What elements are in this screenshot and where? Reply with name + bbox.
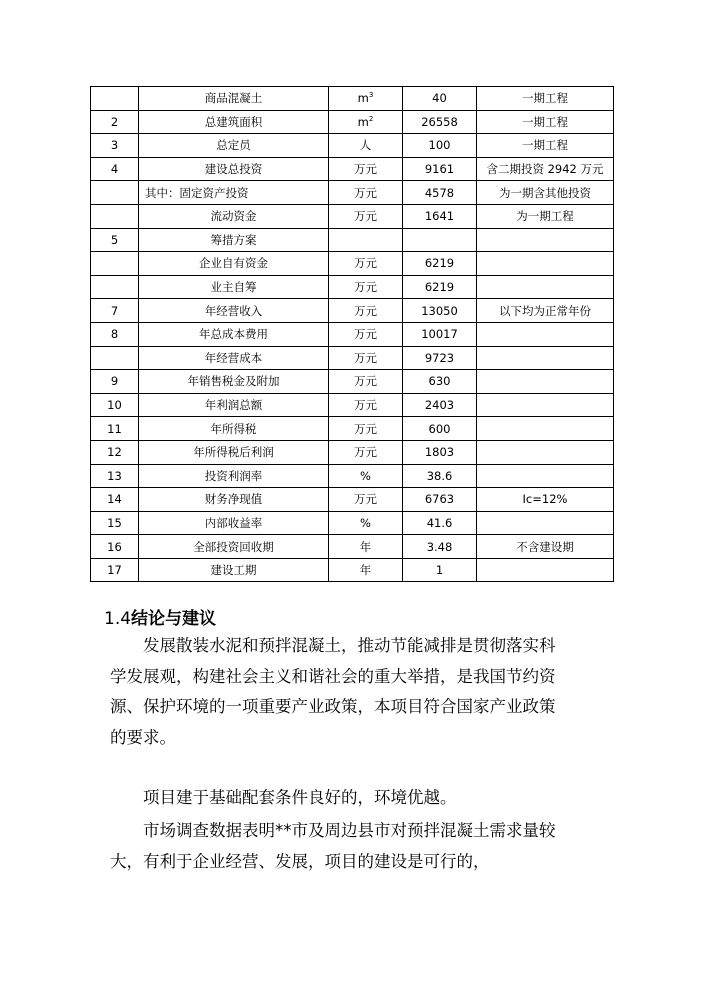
value-cell: 4578 bbox=[403, 181, 477, 205]
unit-cell bbox=[329, 393, 403, 417]
unit-base: 万元 bbox=[354, 256, 377, 271]
unit-base: 万元 bbox=[354, 421, 377, 436]
item-name-cell: 总建筑面积 bbox=[139, 110, 329, 134]
table-row bbox=[91, 228, 614, 252]
value-cell: 10017 bbox=[403, 322, 477, 346]
unit-cell bbox=[329, 252, 403, 276]
unit-cell bbox=[329, 134, 403, 158]
unit-base: % bbox=[360, 468, 371, 483]
table-row bbox=[91, 370, 614, 394]
note-cell bbox=[477, 417, 614, 441]
note-cell bbox=[477, 370, 614, 394]
unit-cell bbox=[329, 440, 403, 464]
item-name-cell: 内部收益率 bbox=[139, 511, 329, 535]
table-row bbox=[91, 417, 614, 441]
unit-cell bbox=[329, 464, 403, 488]
item-name-cell: 年销售税金及附加 bbox=[139, 370, 329, 394]
item-name-cell: 财务净现值 bbox=[139, 488, 329, 512]
row-number-cell bbox=[91, 181, 139, 205]
unit-base: 万元 bbox=[354, 280, 377, 295]
value-cell: 38.6 bbox=[403, 464, 477, 488]
item-name-cell: 年利润总额 bbox=[139, 393, 329, 417]
value-cell: 26558 bbox=[403, 110, 477, 134]
value-cell: 13050 bbox=[403, 299, 477, 323]
paragraph-line: 市场调查数据表明**市及周边县市对预拌混凝土需求量较 bbox=[143, 821, 556, 840]
note-cell bbox=[477, 322, 614, 346]
paragraph-line: 大，有利于企业经营、发展，项目的建设是可行的， bbox=[110, 851, 490, 871]
paragraph-line: 的要求。 bbox=[110, 727, 176, 747]
unit-base: % bbox=[360, 515, 371, 530]
project-indicator-table bbox=[90, 86, 614, 582]
paragraph-line: 学发展观，构建社会主义和谐社会的重大举措，是我国节约资 bbox=[110, 666, 556, 686]
unit-base: 万元 bbox=[354, 185, 377, 200]
unit-cell bbox=[329, 322, 403, 346]
row-number-cell: 14 bbox=[91, 488, 139, 512]
unit-base: 万元 bbox=[354, 374, 377, 389]
section-title: 结论与建议 bbox=[131, 609, 217, 629]
note-cell bbox=[477, 275, 614, 299]
value-cell: 6219 bbox=[403, 275, 477, 299]
note-cell: Ic=12% bbox=[477, 488, 614, 512]
item-name-cell: 年所得税后利润 bbox=[139, 440, 329, 464]
item-name-cell: 投资利润率 bbox=[139, 464, 329, 488]
note-cell bbox=[477, 228, 614, 252]
item-name-cell: 商品混凝土 bbox=[139, 87, 329, 111]
table-row bbox=[91, 87, 614, 111]
section-heading bbox=[104, 604, 216, 629]
value-cell: 9723 bbox=[403, 346, 477, 370]
note-cell: 为一期含其他投资 bbox=[477, 181, 614, 205]
unit-cell bbox=[329, 346, 403, 370]
note-cell: 一期工程 bbox=[477, 110, 614, 134]
paragraph-conditions bbox=[110, 783, 610, 814]
unit-cell bbox=[329, 87, 403, 111]
row-number-cell: 12 bbox=[91, 440, 139, 464]
unit-cell bbox=[329, 299, 403, 323]
value-cell: 600 bbox=[403, 417, 477, 441]
unit-cell bbox=[329, 511, 403, 535]
item-name-cell: 年总成本费用 bbox=[139, 322, 329, 346]
row-number-cell bbox=[91, 252, 139, 276]
unit-superscript: 2 bbox=[368, 115, 374, 124]
row-number-cell bbox=[91, 275, 139, 299]
item-name-cell: 流动资金 bbox=[139, 204, 329, 228]
unit-base: 万元 bbox=[354, 398, 377, 413]
unit-cell bbox=[329, 558, 403, 582]
unit-base: 万元 bbox=[354, 209, 377, 224]
value-cell: 1641 bbox=[403, 204, 477, 228]
table-row bbox=[91, 393, 614, 417]
unit-base: 万元 bbox=[354, 162, 377, 177]
paragraph-line: 发展散装水泥和预拌混凝土，推动节能减排是贯彻落实科 bbox=[143, 636, 556, 655]
item-name-cell: 企业自有资金 bbox=[139, 252, 329, 276]
item-name-cell: 年经营成本 bbox=[139, 346, 329, 370]
value-cell: 6219 bbox=[403, 252, 477, 276]
unit-base: 人 bbox=[359, 138, 372, 153]
row-number-cell: 11 bbox=[91, 417, 139, 441]
unit-cell bbox=[329, 157, 403, 181]
note-cell bbox=[477, 346, 614, 370]
note-cell bbox=[477, 558, 614, 582]
note-cell bbox=[477, 440, 614, 464]
note-cell: 为一期工程 bbox=[477, 204, 614, 228]
note-cell: 一期工程 bbox=[477, 134, 614, 158]
row-number-cell: 5 bbox=[91, 228, 139, 252]
table-body bbox=[91, 87, 614, 582]
row-number-cell: 16 bbox=[91, 535, 139, 559]
unit-superscript: 3 bbox=[368, 91, 374, 100]
paragraph-line: 源、保护环境的一项重要产业政策，本项目符合国家产业政策 bbox=[110, 697, 556, 716]
value-cell: 1803 bbox=[403, 440, 477, 464]
table-row bbox=[91, 535, 614, 559]
unit-cell bbox=[329, 228, 403, 252]
unit-cell bbox=[329, 488, 403, 512]
table-row bbox=[91, 275, 614, 299]
note-cell bbox=[477, 393, 614, 417]
row-number-cell bbox=[91, 204, 139, 228]
value-cell: 630 bbox=[403, 370, 477, 394]
table-row bbox=[91, 488, 614, 512]
table-row bbox=[91, 204, 614, 228]
item-name-cell: 建设工期 bbox=[139, 558, 329, 582]
table-row bbox=[91, 511, 614, 535]
unit-cell bbox=[329, 417, 403, 441]
row-number-cell: 2 bbox=[91, 110, 139, 134]
unit-cell bbox=[329, 204, 403, 228]
item-name-cell: 年经营收入 bbox=[139, 299, 329, 323]
row-number-cell: 9 bbox=[91, 370, 139, 394]
row-number-cell: 13 bbox=[91, 464, 139, 488]
note-cell bbox=[477, 464, 614, 488]
table-row bbox=[91, 464, 614, 488]
table-row bbox=[91, 252, 614, 276]
row-number-cell bbox=[91, 346, 139, 370]
table-row bbox=[91, 181, 614, 205]
row-number-cell: 15 bbox=[91, 511, 139, 535]
item-name-cell: 年所得税 bbox=[139, 417, 329, 441]
unit-base: 万元 bbox=[354, 303, 377, 318]
table-row bbox=[91, 346, 614, 370]
note-cell: 一期工程 bbox=[477, 87, 614, 111]
unit-cell bbox=[329, 370, 403, 394]
table-row bbox=[91, 157, 614, 181]
note-cell bbox=[477, 511, 614, 535]
row-number-cell: 7 bbox=[91, 299, 139, 323]
unit-base: 万元 bbox=[354, 492, 377, 507]
item-name-cell: 总定员 bbox=[139, 134, 329, 158]
row-number-cell bbox=[91, 87, 139, 111]
unit-cell bbox=[329, 275, 403, 299]
unit-base: m bbox=[357, 114, 369, 129]
table-row bbox=[91, 322, 614, 346]
item-name-cell: 全部投资回收期 bbox=[139, 535, 329, 559]
row-number-cell: 8 bbox=[91, 322, 139, 346]
unit-base: 万元 bbox=[354, 350, 377, 365]
note-cell: 以下均为正常年份 bbox=[477, 299, 614, 323]
row-number-cell: 17 bbox=[91, 558, 139, 582]
table-row bbox=[91, 299, 614, 323]
value-cell: 100 bbox=[403, 134, 477, 158]
item-name-cell: 业主自筹 bbox=[139, 275, 329, 299]
unit-base: 年 bbox=[359, 539, 372, 554]
item-name-cell: 筹措方案 bbox=[139, 228, 329, 252]
note-cell: 含二期投资 2942 万元 bbox=[477, 157, 614, 181]
row-number-cell: 3 bbox=[91, 134, 139, 158]
table-row bbox=[91, 110, 614, 134]
unit-cell bbox=[329, 110, 403, 134]
unit-base: 万元 bbox=[354, 327, 377, 342]
value-cell: 1 bbox=[403, 558, 477, 582]
paragraph-market bbox=[110, 816, 610, 877]
unit-base: m bbox=[357, 91, 369, 106]
table-row bbox=[91, 134, 614, 158]
value-cell: 41.6 bbox=[403, 511, 477, 535]
value-cell: 6763 bbox=[403, 488, 477, 512]
value-cell: 40 bbox=[403, 87, 477, 111]
note-cell bbox=[477, 252, 614, 276]
row-number-cell: 4 bbox=[91, 157, 139, 181]
value-cell: 2403 bbox=[403, 393, 477, 417]
value-cell: 9161 bbox=[403, 157, 477, 181]
note-cell: 不含建设期 bbox=[477, 535, 614, 559]
value-cell bbox=[403, 228, 477, 252]
unit-cell bbox=[329, 535, 403, 559]
table-row bbox=[91, 558, 614, 582]
item-name-cell: 其中：固定资产投资 bbox=[139, 181, 329, 205]
unit-cell bbox=[329, 181, 403, 205]
row-number-cell: 10 bbox=[91, 393, 139, 417]
unit-base: 万元 bbox=[354, 445, 377, 460]
value-cell: 3.48 bbox=[403, 535, 477, 559]
paragraph-line: 项目建于基础配套条件良好的，环境优越。 bbox=[143, 788, 457, 807]
unit-base: 年 bbox=[359, 563, 372, 578]
section-number: 1.4 bbox=[104, 609, 132, 629]
item-name-cell: 建设总投资 bbox=[139, 157, 329, 181]
table-row bbox=[91, 440, 614, 464]
paragraph-policy bbox=[110, 631, 610, 753]
